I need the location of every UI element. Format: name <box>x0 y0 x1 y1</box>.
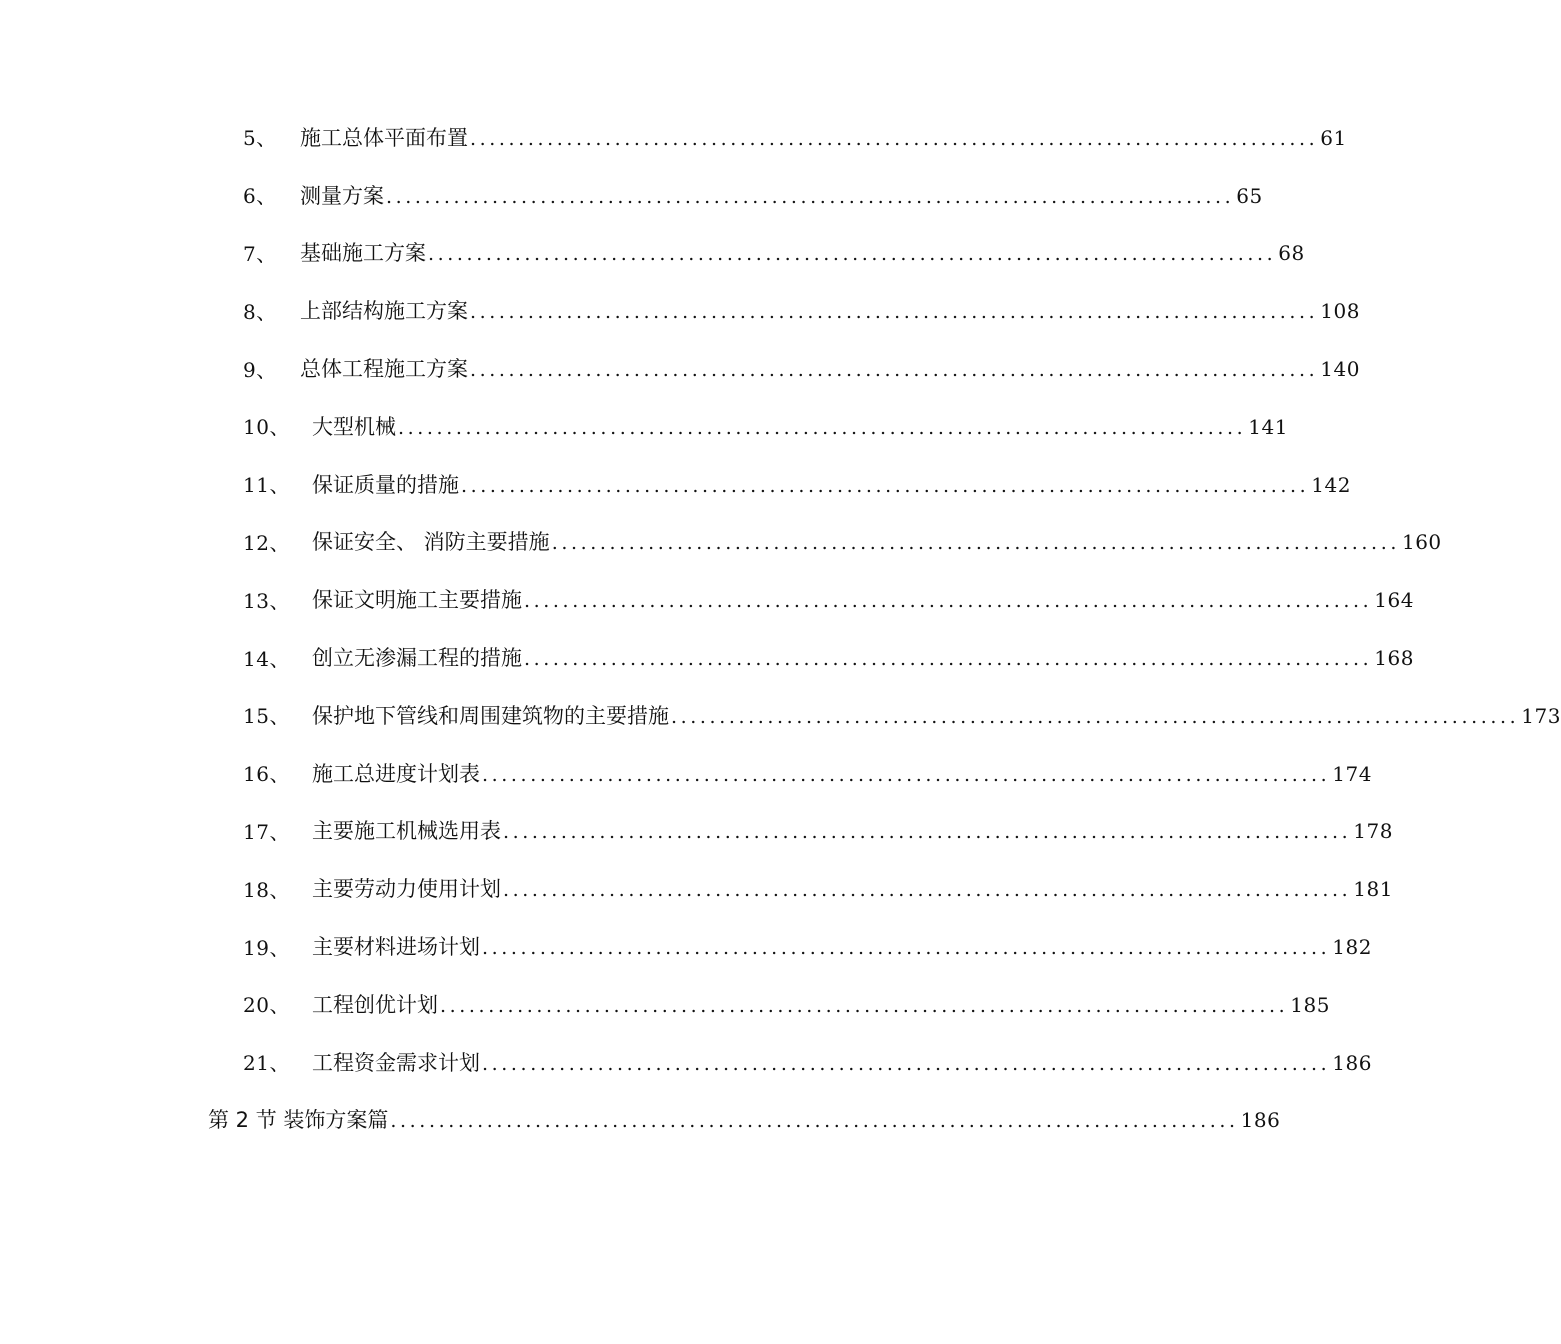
toc-entry-page: 182 <box>1332 935 1372 960</box>
toc-entry-title: 施工总体平面布置 <box>300 125 468 150</box>
toc-leader-dots: ........................................................................................ <box>470 301 1319 324</box>
toc-entry-page: 141 <box>1248 414 1288 439</box>
toc-entry-line <box>312 469 1351 499</box>
toc-entry-line <box>312 584 1414 614</box>
toc-entry-title: 测量方案 <box>300 183 384 208</box>
toc-entry-page: 68 <box>1278 241 1305 266</box>
toc-entry-line <box>300 180 1263 210</box>
toc-entry-page: 173 <box>1521 703 1561 728</box>
toc-entry-title: 大型机械 <box>312 414 396 439</box>
toc-section-entry[interactable] <box>0 1091 1281 1149</box>
toc-entry-title: 主要材料进场计划 <box>312 935 480 960</box>
toc-leader-dots: ........................................................................................ <box>482 1052 1331 1075</box>
toc-entry-page: 178 <box>1353 819 1393 844</box>
toc-entry-title: 总体工程施工方案 <box>300 357 468 382</box>
toc-entry[interactable] <box>0 281 1360 339</box>
toc-entry-number: 17、 <box>243 819 290 844</box>
toc-leader-dots: ........................................................................................ <box>551 532 1400 555</box>
toc-entry-line <box>312 989 1330 1019</box>
toc-leader-dots: ........................................................................................ <box>503 821 1352 844</box>
toc-leader-dots: ........................................................................................ <box>390 1110 1239 1133</box>
toc-entry-line <box>312 931 1372 961</box>
toc-entry-number: 18、 <box>243 877 290 902</box>
toc-entry-page: 140 <box>1320 357 1360 382</box>
toc-entry-number: 5、 <box>243 126 277 151</box>
toc-leader-dots: ........................................................................................ <box>671 705 1520 728</box>
toc-entry-title: 上部结构施工方案 <box>300 299 468 324</box>
toc-section-title: 第 2 节 装饰方案篇 <box>208 1108 389 1133</box>
toc-leader-dots: ........................................................................................ <box>482 763 1331 786</box>
toc-entry[interactable] <box>0 397 1288 455</box>
toc-entry[interactable] <box>0 570 1414 628</box>
toc-entry-number: 7、 <box>243 241 277 266</box>
toc-entry-page: 65 <box>1236 183 1263 208</box>
toc-section-page: 186 <box>1240 1108 1281 1133</box>
toc-entry-line <box>300 295 1360 325</box>
toc-entry-title: 施工总进度计划表 <box>312 761 480 786</box>
toc-leader-dots: ........................................................................................ <box>524 590 1373 613</box>
toc-leader-dots: ........................................................................................ <box>386 185 1235 208</box>
toc-entry-title: 工程创优计划 <box>312 992 438 1017</box>
toc-leader-dots: ........................................................................................ <box>440 994 1289 1017</box>
toc-entry-number: 13、 <box>243 588 290 613</box>
toc-entry-line <box>300 237 1305 267</box>
toc-entry-page: 108 <box>1320 299 1360 324</box>
toc-entry-line <box>208 1104 1281 1134</box>
toc-entry-number: 16、 <box>243 762 290 787</box>
toc-entry-title: 主要施工机械选用表 <box>312 819 501 844</box>
toc-entry-page: 142 <box>1311 472 1351 497</box>
toc-entry-number: 19、 <box>243 935 290 960</box>
toc-entry-line <box>312 642 1414 672</box>
toc-entry-number: 6、 <box>243 184 277 209</box>
toc-entry-title: 保证质量的措施 <box>312 472 459 497</box>
toc-entry-title: 创立无渗漏工程的措施 <box>312 646 522 671</box>
toc-entry[interactable] <box>0 975 1330 1033</box>
toc-entry-line <box>312 1047 1372 1077</box>
toc-entry-title: 保证安全、 消防主要措施 <box>312 530 550 555</box>
toc-entry-page: 168 <box>1374 646 1414 671</box>
toc-entry[interactable] <box>0 455 1351 513</box>
toc-entry[interactable] <box>0 339 1360 397</box>
toc-entry-number: 14、 <box>243 646 290 671</box>
toc-entry-number: 15、 <box>243 704 290 729</box>
toc-entry[interactable] <box>0 917 1372 975</box>
toc-leader-dots: ........................................................................................ <box>524 648 1373 671</box>
toc-entry-title: 主要劳动力使用计划 <box>312 877 501 902</box>
toc-entry-title: 基础施工方案 <box>300 241 426 266</box>
toc-leader-dots: ........................................................................................ <box>503 879 1352 902</box>
toc-entry-page: 185 <box>1290 992 1330 1017</box>
toc-leader-dots: ........................................................................................ <box>470 359 1319 382</box>
toc-entry[interactable] <box>0 513 1442 571</box>
toc-entry-number: 10、 <box>243 415 290 440</box>
toc-entry[interactable] <box>0 859 1393 917</box>
toc-entry[interactable] <box>0 108 1347 166</box>
toc-entry[interactable] <box>0 744 1372 802</box>
toc-entry-title: 工程资金需求计划 <box>312 1050 480 1075</box>
toc-entry-number: 8、 <box>243 299 277 324</box>
table-of-contents <box>0 108 1561 1148</box>
toc-entry[interactable] <box>0 1033 1372 1091</box>
toc-entry-line <box>312 758 1372 788</box>
toc-entry-number: 21、 <box>243 1051 290 1076</box>
toc-entry-page: 186 <box>1332 1050 1372 1075</box>
toc-entry-number: 12、 <box>243 530 290 555</box>
toc-leader-dots: ........................................................................................ <box>398 416 1247 439</box>
toc-entry-number: 11、 <box>243 473 290 498</box>
toc-entry-number: 9、 <box>243 357 277 382</box>
toc-entry-line <box>312 411 1288 441</box>
toc-entry-title: 保证文明施工主要措施 <box>312 588 522 613</box>
toc-entry[interactable] <box>0 686 1561 744</box>
toc-entry-page: 174 <box>1332 761 1372 786</box>
toc-entry-line <box>300 353 1360 383</box>
toc-entry-line <box>312 526 1442 556</box>
toc-entry-number: 20、 <box>243 993 290 1018</box>
toc-leader-dots: ........................................................................................ <box>428 243 1277 266</box>
toc-leader-dots: ........................................................................................ <box>470 127 1319 150</box>
toc-entry-line <box>312 873 1393 903</box>
toc-entry-page: 181 <box>1353 877 1393 902</box>
toc-leader-dots: ........................................................................................ <box>461 474 1310 497</box>
toc-entry[interactable] <box>0 166 1263 224</box>
toc-entry[interactable] <box>0 802 1393 860</box>
toc-entry-line <box>312 700 1561 730</box>
toc-entry-title: 保护地下管线和周围建筑物的主要措施 <box>312 703 669 728</box>
toc-leader-dots: ........................................................................................ <box>482 937 1331 960</box>
toc-entry[interactable] <box>0 628 1414 686</box>
toc-entry-page: 160 <box>1401 530 1442 555</box>
toc-entry-page: 164 <box>1374 588 1414 613</box>
toc-entry-line <box>300 122 1347 152</box>
toc-entry-line <box>312 815 1393 845</box>
toc-entry-page: 61 <box>1320 125 1347 150</box>
toc-entry[interactable] <box>0 224 1305 282</box>
